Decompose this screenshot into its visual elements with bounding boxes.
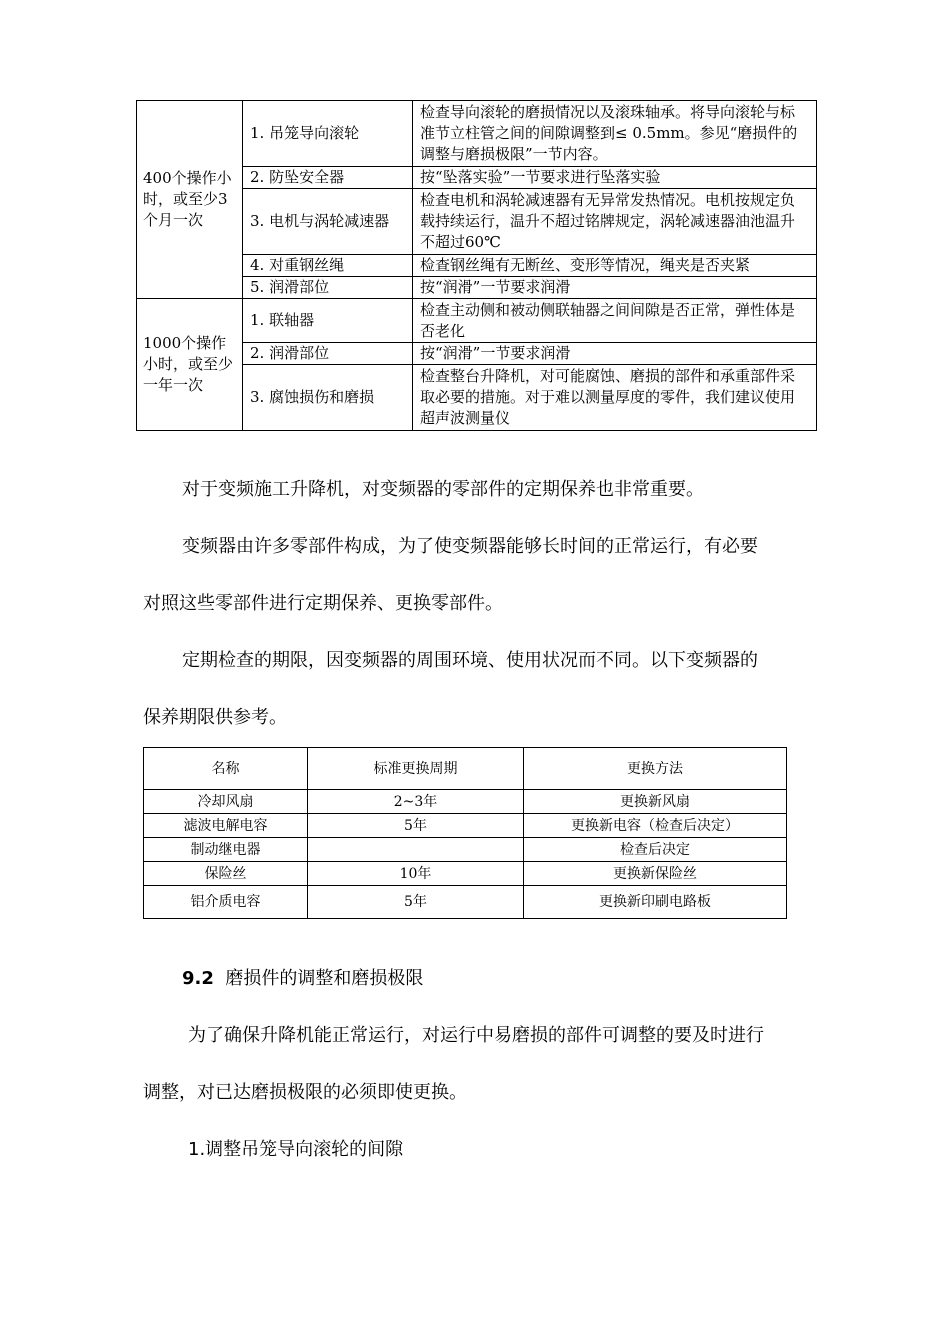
- cell-name: 保险丝: [144, 862, 308, 886]
- maintenance-schedule-table: [136, 100, 817, 431]
- table-row: [137, 101, 817, 167]
- content-cell: 按“润滑”一节要求润滑: [413, 277, 817, 299]
- part-cell: 3. 腐蚀损伤和磨损: [243, 365, 413, 431]
- table-row: [144, 838, 787, 862]
- part-cell: 1. 联轴器: [243, 299, 413, 343]
- table-header-row: [144, 748, 787, 790]
- cell-method: 更换新风扇: [524, 790, 787, 814]
- paragraph-inverter-maintenance: 对于变频施工升降机，对变频器的零部件的定期保养也非常重要。: [182, 479, 704, 500]
- paragraph-wear-line1: 为了确保升降机能正常运行，对运行中易磨损的部件可调整的要及时进行: [188, 1025, 764, 1046]
- table-row: [144, 814, 787, 838]
- part-cell: 5. 润滑部位: [243, 277, 413, 299]
- content-cell: 检查导向滚轮的磨损情况以及滚珠轴承。将导向滚轮与标准节立柱管之间的间隙调整到≤ 0.5mm。参见“磨损件的调整与磨损极限”一节内容。: [413, 101, 817, 167]
- cell-method: 更换新印刷电路板: [524, 886, 787, 919]
- part-cell: 4. 对重钢丝绳: [243, 255, 413, 277]
- header-period: 标准更换周期: [308, 748, 524, 790]
- paragraph-inspection-line1: 定期检查的期限，因变频器的周围环境、使用状况而不同。以下变频器的: [182, 650, 758, 671]
- content-cell: 检查电机和涡轮减速器有无异常发热情况。电机按规定负载持续运行，温升不超过铭牌规定，涡轮减速器油池温升不超过60℃: [413, 189, 817, 255]
- paragraph-wear-line2: 调整，对已达磨损极限的必须即使更换。: [143, 1082, 467, 1103]
- period-cell: 400个操作小时，或至少3个月一次: [137, 101, 243, 299]
- cell-period: 2~3年: [308, 790, 524, 814]
- period-cell: 1000个操作小时，或至少一年一次: [137, 299, 243, 431]
- cell-name: 滤波电解电容: [144, 814, 308, 838]
- part-cell: 1. 吊笼导向滚轮: [243, 101, 413, 167]
- paragraph-inspection-line2: 保养期限供参考。: [143, 707, 287, 728]
- content-cell: 检查主动侧和被动侧联轴器之间间隙是否正常，弹性体是否老化: [413, 299, 817, 343]
- table-row: [137, 299, 817, 343]
- cell-name: 铝介质电容: [144, 886, 308, 919]
- cell-method: 检查后决定: [524, 838, 787, 862]
- table-row: [144, 886, 787, 919]
- content-cell: 检查钢丝绳有无断丝、变形等情况，绳夹是否夹紧: [413, 255, 817, 277]
- cell-period: 5年: [308, 886, 524, 919]
- content-cell: 按“坠落实验”一节要求进行坠落实验: [413, 167, 817, 189]
- cell-method: 更换新电容（检查后决定）: [524, 814, 787, 838]
- part-cell: 2. 防坠安全器: [243, 167, 413, 189]
- section-number: 9.2: [182, 968, 214, 989]
- content-cell: 按“润滑”一节要求润滑: [413, 343, 817, 365]
- section-heading: [182, 967, 423, 991]
- cell-period: [308, 838, 524, 862]
- cell-name: 制动继电器: [144, 838, 308, 862]
- list-item-adjust-rollers: 1.调整吊笼导向滚轮的间隙: [188, 1139, 404, 1160]
- part-cell: 2. 润滑部位: [243, 343, 413, 365]
- section-title: 磨损件的调整和磨损极限: [225, 968, 424, 989]
- cell-period: 5年: [308, 814, 524, 838]
- cell-method: 更换新保险丝: [524, 862, 787, 886]
- paragraph-components-line1: 变频器由许多零部件构成，为了使变频器能够长时间的正常运行，有必要: [182, 536, 758, 557]
- replacement-period-table: [143, 747, 787, 919]
- part-cell: 3. 电机与涡轮减速器: [243, 189, 413, 255]
- content-cell: 检查整台升降机，对可能腐蚀、磨损的部件和承重部件采取必要的措施。对于难以测量厚度的零件，我们建议使用超声波测量仪: [413, 365, 817, 431]
- cell-period: 10年: [308, 862, 524, 886]
- header-name: 名称: [144, 748, 308, 790]
- cell-name: 冷却风扇: [144, 790, 308, 814]
- header-method: 更换方法: [524, 748, 787, 790]
- table-row: [144, 790, 787, 814]
- table-row: [144, 862, 787, 886]
- paragraph-components-line2: 对照这些零部件进行定期保养、更换零部件。: [143, 593, 503, 614]
